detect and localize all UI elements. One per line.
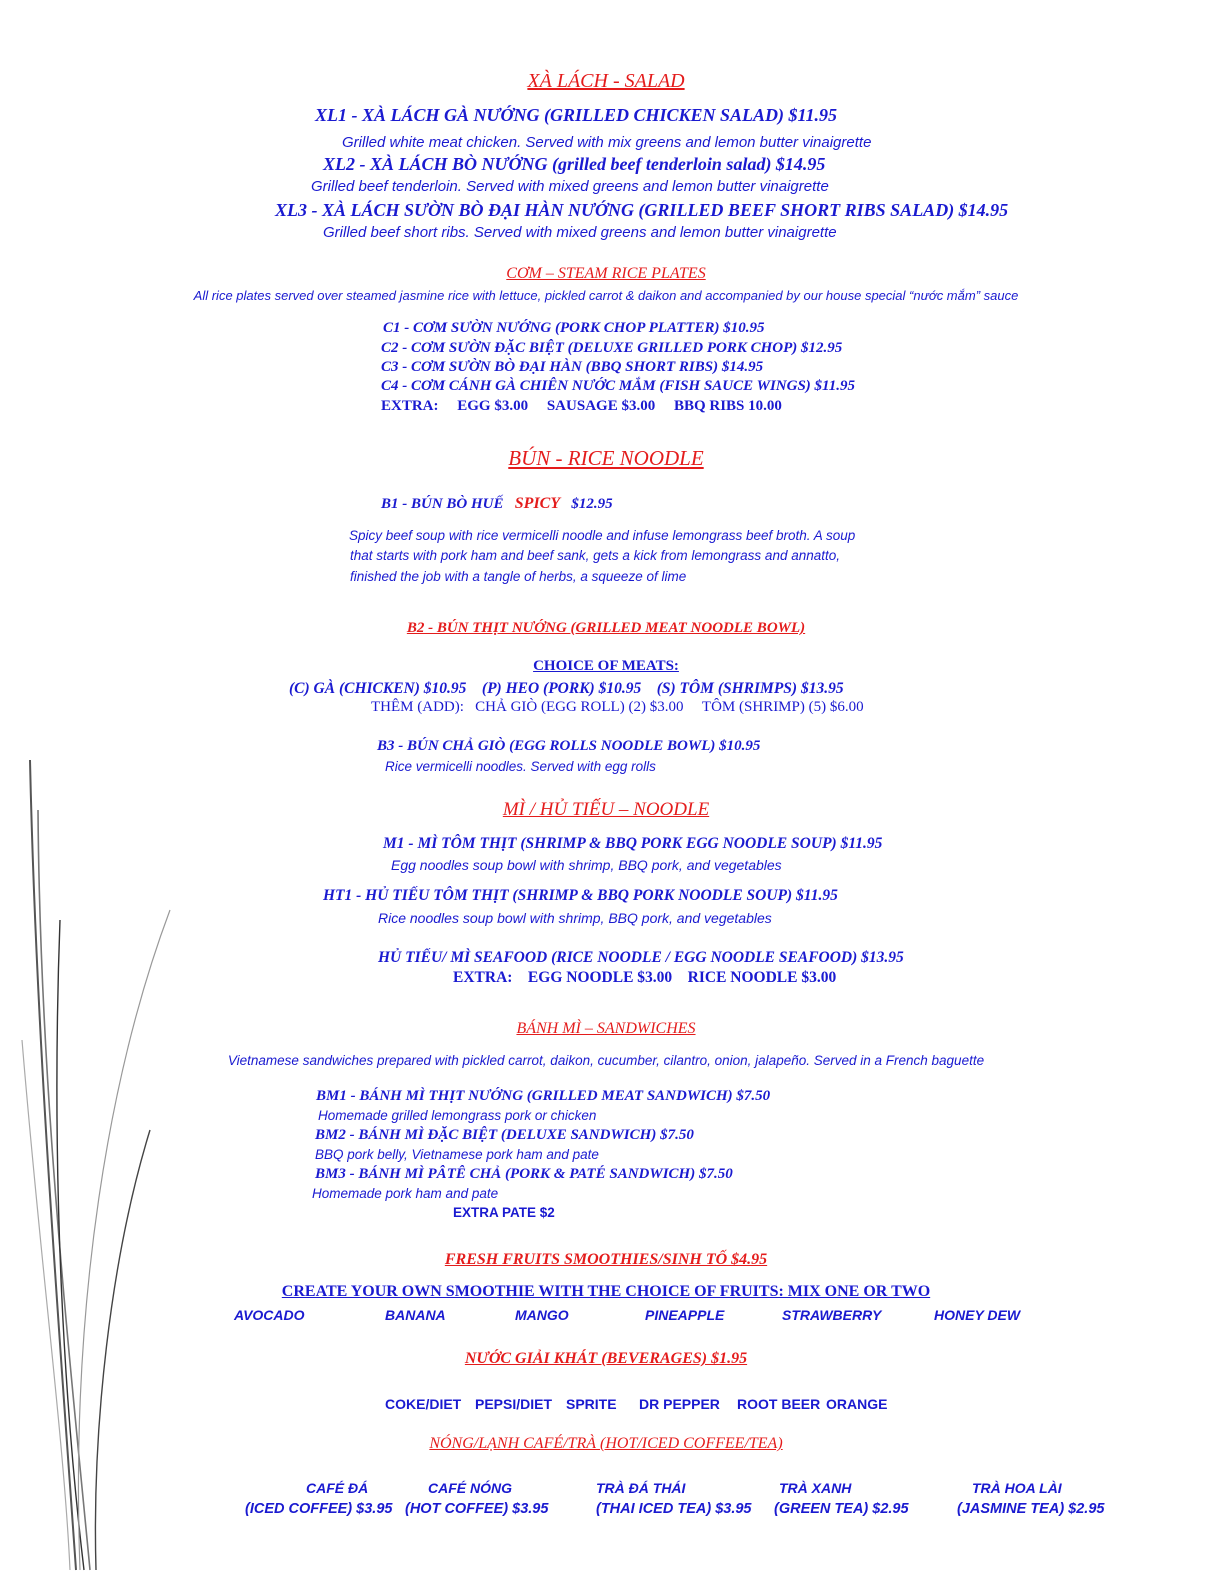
banhmi-item-bm2-desc: BBQ pork belly, Vietnamese pork ham and pate [315,1147,599,1162]
choice-of-meats-title: CHOICE OF MEATS: [533,658,679,674]
noodle-section-title: MÌ / HỦ TIẾU – NOODLE [502,799,710,820]
banhmi-item-bm1-desc: Homemade grilled lemongrass pork or chicken [318,1108,597,1123]
bun-item-b3: B3 - BÚN CHẢ GIÒ (EGG ROLLS NOODLE BOWL) $10.95 [377,738,761,754]
fruit-mango: MANGO [515,1307,569,1323]
bun-item-b1-desc-line2: that starts with pork ham and beef sank, gets a kick from lemongrass and annatto, [350,548,841,563]
coffee-item-iced-coffee-en: (ICED COFFEE) $3.95 [245,1501,393,1517]
smoothies-section-title: FRESH FRUITS SMOOTHIES/SINH TỐ $4.95 [444,1251,768,1268]
coffee-tea-section-title: NÓNG/LẠNH CAFÉ/TRÀ (HOT/ICED COFFEE/TEA) [429,1435,783,1452]
salad-item-xl2: XL2 - XÀ LÁCH BÒ NƯỚNG (grilled beef tenderloin salad) $14.95 [323,154,826,174]
salad-item-xl3-desc: Grilled beef short ribs. Served with mixed greens and lemon butter vinaigrette [323,224,837,241]
beverage-pepsi: PEPSI/DIET [475,1396,553,1412]
bun-item-b1-desc-line1: Spicy beef soup with rice vermicelli noodle and infuse lemongrass beef broth. A soup [349,528,856,543]
bun-item-b1 [381,495,613,513]
noodle-item-m1: M1 - MÌ TÔM THỊT (SHRIMP & BBQ PORK EGG NOODLE SOUP) $11.95 [383,835,883,852]
noodle-item-ht1-desc: Rice noodles soup bowl with shrimp, BBQ pork, and vegetables [378,910,772,926]
noodle-item-m1-desc: Egg noodles soup bowl with shrimp, BBQ pork, and vegetables [391,857,782,873]
banhmi-item-bm1: BM1 - BÁNH MÌ THỊT NƯỚNG (GRILLED MEAT SANDWICH) $7.50 [316,1088,771,1104]
salad-section-title: XÀ LÁCH - SALAD [527,70,685,92]
rice-item-c3: C3 - CƠM SƯỜN BÒ ĐẠI HÀN (BBQ SHORT RIBS) $14.95 [381,359,764,375]
bun-section-title: BÚN - RICE NOODLE [508,446,704,470]
noodle-item-ht1: HT1 - HỦ TIẾU TÔM THỊT (SHRIMP & BBQ PORK NOODLE SOUP) $11.95 [323,887,838,904]
coffee-item-thai-tea-en: (THAI ICED TEA) $3.95 [596,1501,752,1517]
beverage-coke: COKE/DIET [385,1396,462,1412]
rice-item-c2: C2 - CƠM SƯỜN ĐẶC BIỆT (DELUXE GRILLED PORK CHOP) $12.95 [381,340,843,356]
rice-item-c1: C1 - CƠM SƯỜN NƯỚNG (PORK CHOP PLATTER) $10.95 [383,320,765,336]
noodle-item-seafood: HỦ TIẾU/ MÌ SEAFOOD (RICE NOODLE / EGG NOODLE SEAFOOD) $13.95 [378,949,904,966]
salad-item-xl2-desc: Grilled beef tenderloin. Served with mixed greens and lemon butter vinaigrette [311,178,829,195]
coffee-item-thai-tea-vn: TRÀ ĐÁ THÁI [596,1480,686,1496]
coffee-item-iced-coffee-vn: CAFÉ ĐÁ [306,1480,369,1496]
beverage-dr-pepper: DR PEPPER [639,1396,720,1412]
banhmi-item-bm3-desc: Homemade pork ham and pate [312,1186,499,1201]
noodle-extras: EXTRA: EGG NOODLE $3.00 RICE NOODLE $3.00 [453,969,837,986]
beverage-root-beer: ROOT BEER [737,1396,821,1412]
banhmi-item-bm3: BM3 - BÁNH MÌ PÂTÊ CHẢ (PORK & PATÉ SANDWICH) $7.50 [315,1166,733,1182]
beverages-section-title: NƯỚC GIẢI KHÁT (BEVERAGES) $1.95 [464,1350,748,1367]
coffee-item-hot-coffee-en: (HOT COFFEE) $3.95 [405,1501,549,1517]
salad-item-xl1-desc: Grilled white meat chicken. Served with mix greens and lemon butter vinaigrette [342,134,872,151]
fruit-honey-dew: HONEY DEW [934,1307,1021,1323]
fruit-avocado: AVOCADO [234,1307,305,1323]
bun-item-b1-price: $12.95 [571,496,613,512]
rice-extras: EXTRA: EGG $3.00 SAUSAGE $3.00 BBQ RIBS 10.00 [381,398,782,414]
bun-add-ons: THÊM (ADD): CHẢ GIÒ (EGG ROLL) (2) $3.00 TÔM (SHRIMP) (5) $6.00 [371,699,864,715]
banhmi-extra-pate: EXTRA PATE $2 [453,1205,555,1220]
coffee-item-green-tea-en: (GREEN TEA) $2.95 [774,1501,909,1517]
coffee-item-jasmine-tea-vn: TRÀ HOA LÀI [972,1480,1062,1496]
salad-item-xl3: XL3 - XÀ LÁCH SƯỜN BÒ ĐẠI HÀN NƯỚNG (GRILLED BEEF SHORT RIBS SALAD) $14.95 [275,200,1009,220]
banhmi-section-title: BÁNH MÌ – SANDWICHES [516,1020,696,1037]
banhmi-item-bm2: BM2 - BÁNH MÌ ĐẶC BIỆT (DELUXE SANDWICH) $7.50 [315,1127,694,1143]
bun-item-b1-desc-line3: finished the job with a tangle of herbs, a squeeze of lime [350,569,687,584]
coffee-item-green-tea-vn: TRÀ XANH [779,1480,852,1496]
fruit-pineapple: PINEAPPLE [645,1307,725,1323]
bun-item-b2-title: B2 - BÚN THỊT NƯỚNG (GRILLED MEAT NOODLE BOWL) [406,620,806,636]
coffee-item-jasmine-tea-en: (JASMINE TEA) $2.95 [957,1501,1105,1517]
spicy-label: SPICY [514,495,561,512]
salad-item-xl1: XL1 - XÀ LÁCH GÀ NƯỚNG (GRILLED CHICKEN SALAD) $11.95 [315,105,838,125]
banhmi-section-note: Vietnamese sandwiches prepared with pickled carrot, daikon, cucumber, cilantro, onion, jalapeño. Served in a French baguette [227,1053,985,1068]
coffee-item-hot-coffee-vn: CAFÉ NÓNG [428,1480,512,1496]
smoothies-subtitle: CREATE YOUR OWN SMOOTHIE WITH THE CHOICE OF FRUITS: MIX ONE OR TWO [281,1283,931,1300]
rice-item-c4: C4 - CƠM CÁNH GÀ CHIÊN NƯỚC MẮM (FISH SAUCE WINGS) $11.95 [381,378,855,394]
rice-section-note: All rice plates served over steamed jasmine rice with lettuce, pickled carrot & daikon and accompanied by our house special “nước mắm” sauce [193,288,1019,303]
bun-item-b3-desc: Rice vermicelli noodles. Served with egg rolls [385,759,656,774]
rice-section-title: CƠM – STEAM RICE PLATES [506,265,706,282]
fruit-banana: BANANA [385,1307,446,1323]
choice-of-meats-options: (C) GÀ (CHICKEN) $10.95 (P) HEO (PORK) $10.95 (S) TÔM (SHRIMPS) $13.95 [289,680,844,697]
fruit-strawberry: STRAWBERRY [782,1307,882,1323]
beverage-orange: ORANGE [826,1396,888,1412]
beverage-sprite: SPRITE [566,1396,617,1412]
bun-item-b1-name: B1 - BÚN BÒ HUẾ [381,496,504,512]
